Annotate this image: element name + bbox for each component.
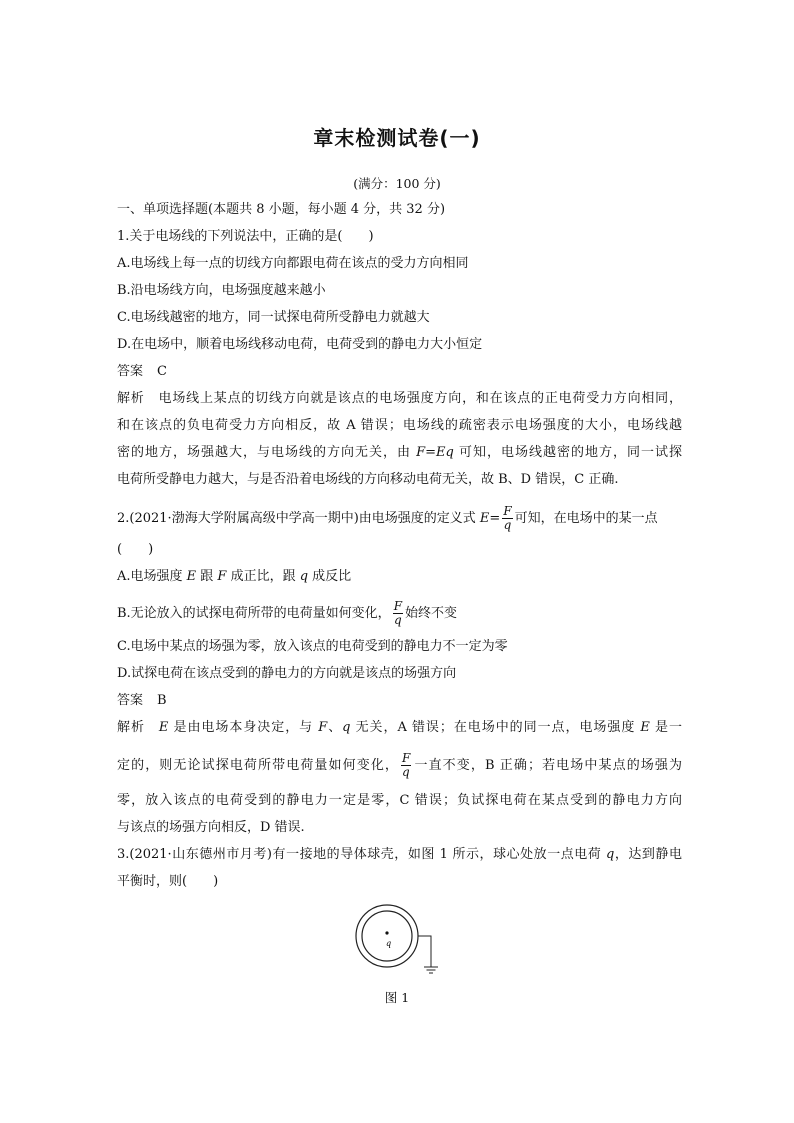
formula: F=Eq xyxy=(416,445,454,460)
q2-option-d: D.试探电荷在该点受到的静电力的方向就是该点的场强方向 xyxy=(117,666,457,681)
option-text: 成反比 xyxy=(308,569,352,584)
option-text: B.无论放入的试探电荷所带的电荷量如何变化， xyxy=(117,606,391,621)
option-text: A.电场强度 xyxy=(117,569,187,584)
q1-analysis-line-3 xyxy=(117,443,682,463)
section-heading: 一、单项选择题(本题共 8 小题，每小题 4 分，共 32 分) xyxy=(117,202,446,217)
charge-label: q xyxy=(386,939,392,948)
symbol: = xyxy=(489,511,501,526)
symbol: E xyxy=(640,720,650,735)
q1-analysis-line-1 xyxy=(117,389,682,409)
denominator: q xyxy=(394,613,402,627)
page-title: 章末检测试卷(一) xyxy=(313,126,481,150)
q2-analysis-line-2 xyxy=(117,752,682,779)
denominator: q xyxy=(402,765,410,779)
q1-option-b: B.沿电场线方向，电场强度越来越小 xyxy=(117,283,326,298)
analysis-text: 定的，则无论试探电荷所带电荷量如何变化， xyxy=(117,758,400,773)
answer-value: B xyxy=(157,693,167,708)
q2-analysis-line-1 xyxy=(117,718,682,738)
q1-answer xyxy=(117,362,167,382)
fraction-f-over-q xyxy=(401,752,411,779)
ground-wire xyxy=(418,936,431,967)
q3-stem-line-1 xyxy=(117,845,682,865)
option-text: 跟 xyxy=(196,569,218,584)
analysis-text: 是由电场本身决定，与 xyxy=(168,720,319,735)
figure-1-grounded-shell xyxy=(354,903,444,983)
answer-label: 答案 xyxy=(117,364,144,379)
q2-analysis-line-4: 与该点的场强方向相反，D 错误. xyxy=(117,820,305,835)
q2-stem xyxy=(117,505,658,532)
q2-option-c: C.电场中某点的场强为零，放入该点的电荷受到的静电力不一定为零 xyxy=(117,639,508,654)
figure-caption: 图 1 xyxy=(384,990,410,1005)
analysis-text: 可知，电场线越密的地方，同一试探 xyxy=(453,445,682,460)
symbol: F xyxy=(318,720,328,735)
numerator: F xyxy=(393,599,403,613)
symbol: q xyxy=(606,847,615,862)
analysis-label: 解析 xyxy=(117,391,145,406)
symbol: F xyxy=(217,569,227,584)
numerator: F xyxy=(402,751,411,765)
symbol: q xyxy=(342,720,351,735)
q1-stem: 1.关于电场线的下列说法中，正确的是( ) xyxy=(117,229,374,244)
q2-answer-paren: ( ) xyxy=(117,542,154,557)
q1-option-a: A.电场线上每一点的切线方向都跟电荷在该点的受力方向相同 xyxy=(117,256,469,271)
q2-answer xyxy=(117,691,167,711)
answer-value: C xyxy=(157,364,167,379)
q2-analysis-line-3: 零，放入该点的电荷受到的静电力一定是零，C 错误；负试探电荷在某点受到的静电力方向 xyxy=(117,793,682,808)
denominator: q xyxy=(503,518,512,532)
symbol: q xyxy=(299,569,309,584)
full-score-note: (满分：100 分) xyxy=(353,176,441,191)
analysis-text: 一直不变，B 正确；若电场中某点的场强为 xyxy=(413,758,682,773)
symbol: E xyxy=(479,511,490,526)
analysis-text: 是一 xyxy=(649,720,682,735)
q1-option-d: D.在电场中，顺着电场线移动电荷，电荷受到的静电力大小恒定 xyxy=(117,337,483,352)
analysis-label: 解析 xyxy=(117,720,145,735)
option-text: 成正比，跟 xyxy=(226,569,300,584)
analysis-text: 电场线上某点的切线方向就是该点的电场强度方向，和在该点的正电荷受力方向相同， xyxy=(158,391,682,406)
stem-text: 可知，在电场中的某一点 xyxy=(514,511,658,526)
analysis-text: 、 xyxy=(327,720,343,735)
q1-analysis-line-2: 和在该点的负电荷受力方向相反，故 A 错误；电场线的疏密表示电场强度的大小，电场线越 xyxy=(117,418,682,433)
symbol: E xyxy=(158,720,169,735)
q2-option-b xyxy=(117,600,457,627)
stem-text: 2.(2021·渤海大学附属高级中学高一期中)由电场强度的定义式 xyxy=(117,511,480,526)
q1-option-c: C.电场线越密的地方，同一试探电荷所受静电力就越大 xyxy=(117,310,430,325)
analysis-text: 无关，A 错误；在电场中的同一点，电场强度 xyxy=(350,720,641,735)
shell-outer-circle xyxy=(356,905,418,967)
stem-text: 3.(2021·山东德州市月考)有一接地的导体球壳，如图 1 所示，球心处放一点电荷 xyxy=(117,847,606,862)
fraction-f-over-q xyxy=(502,505,512,532)
point-charge-dot xyxy=(385,931,388,934)
shell-inner-circle xyxy=(362,911,412,961)
numerator: F xyxy=(503,504,512,518)
option-text: 始终不变 xyxy=(405,606,458,621)
stem-text: ，达到静电 xyxy=(614,847,682,862)
q2-option-a xyxy=(117,567,351,587)
q1-analysis-line-4: 电荷所受静电力越大，与是否沿着电场线的方向移动电荷无关，故 B、D 错误，C 正确. xyxy=(117,472,619,487)
fraction-f-over-q xyxy=(393,600,403,627)
symbol: E xyxy=(186,569,197,584)
analysis-text: 密的地方，场强越大，与电场线的方向无关，由 xyxy=(117,445,417,460)
answer-label: 答案 xyxy=(117,693,144,708)
q3-stem-line-2: 平衡时，则( ) xyxy=(117,874,219,889)
